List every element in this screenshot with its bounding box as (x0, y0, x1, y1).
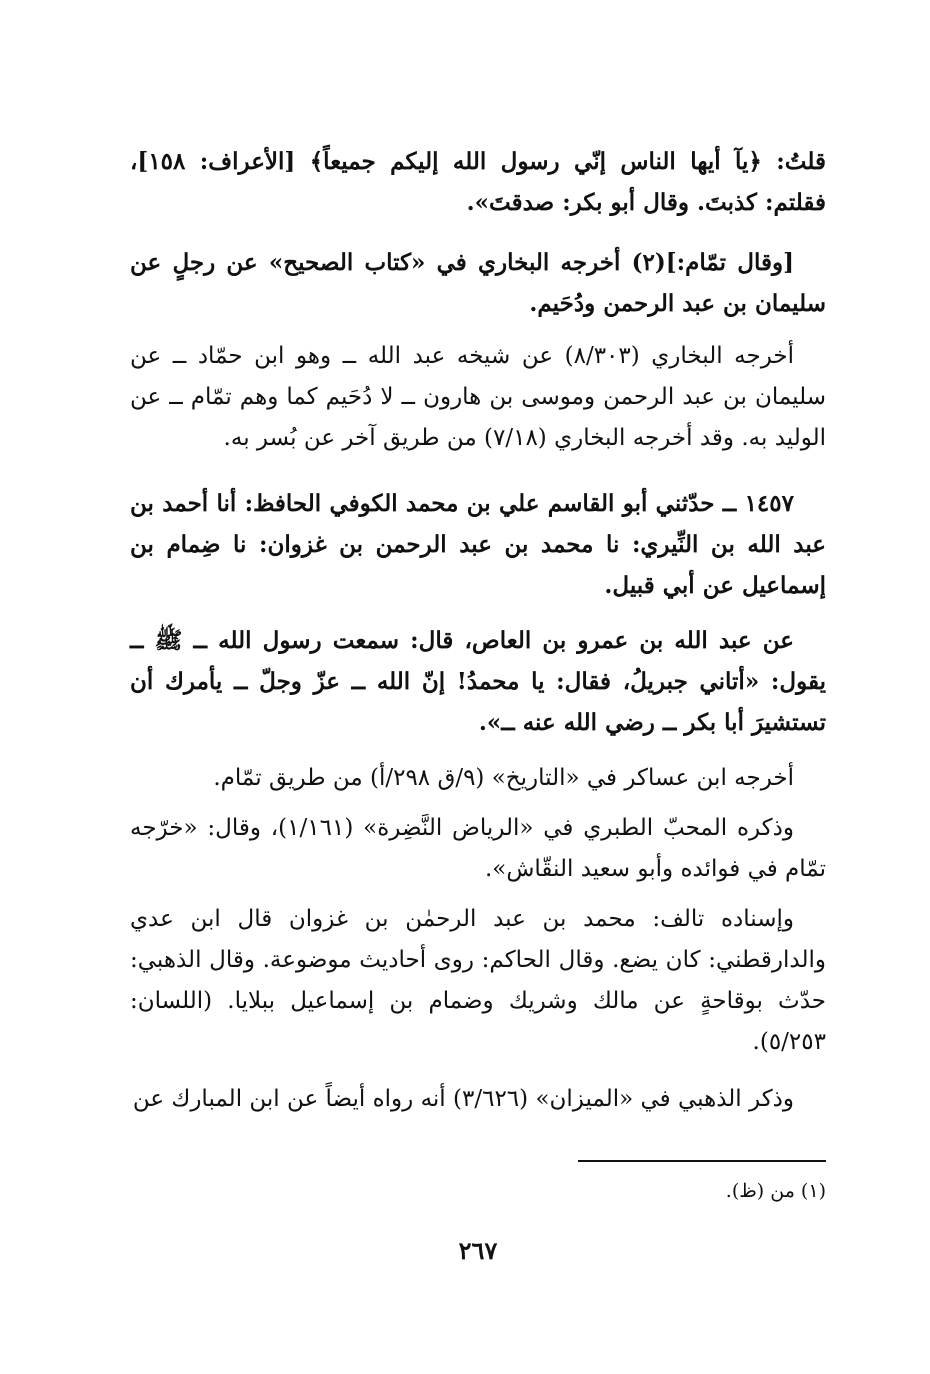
bukhari-takhrij-paragraph: أخرجه البخاري (٨/٣٠٣) عن شيخه عبد الله ــ وهو ابن حمّاد ــ عن سليمان بن عبد الرحمن وموسى بن هارون ــ لا دُحَيم كما وهم تمّام ــ عن الوليد به. وقد أخرجه البخاري (٧/١٨) من طريق آخر عن بُسر به. (130, 343, 826, 451)
hadith-text-continuation: قلتُ: ﴿يآ أيها الناس إنّي رسول الله إليكم جميعاً﴾ [الأعراف: ١٥٨]، فقلتم: كذبتَ. وقال أبو بكر: صدقتَ». (130, 148, 826, 216)
tammam-comment-paragraph: [وقال تمّام:](٢) أخرجه البخاري في «كتاب الصحيح» عن رجلٍ عن سليمان بن عبد الرحمن ودُحَيم. (130, 249, 826, 317)
footnote: (١) من (ظ). (725, 1180, 826, 1202)
isnad-grading-paragraph: وإسناده تالف: محمد بن عبد الرحمٰن بن غزوان قال ابن عدي والدارقطني: كان يضع. وقال الحاكم: روى أحاديث موضوعة. وقال الذهبي: حدّث بوقاحةٍ عن مالك وشريك وضمام بن إسماعيل ببلايا. (اللسان: ٥/٢٥٣). (130, 906, 826, 1055)
hadith-1457-matn: عن عبد الله بن عمرو بن العاص، قال: سمعت رسول الله ــ ﷺ ــ يقول: «أتاني جبريلُ، فقال: يا محمدُ! إنّ الله ــ عزّ وجلّ ــ يأمرك أن تستشيرَ أبا بكر ــ رضي الله عنه ــ». (130, 627, 826, 736)
hadith-1457-isnad: ١٤٥٧ ــ حدّثني أبو القاسم علي بن محمد الكوفي الحافظ: أنا أحمد بن عبد الله بن النِّيري: نا محمد بن عبد الرحمن بن غزوان: نا ضِمام بن إسماعيل عن أبي قبيل. (130, 490, 826, 599)
tabari-takhrij: وذكره المحبّ الطبري في «الرياض النَّضِرة» (١/١٦١)، وقال: «خرّجه تمّام في فوائده وأبو سعيد النقّاش». (130, 815, 826, 882)
dhahabi-mizan-paragraph: وذكر الذهبي في «الميزان» (٣/٦٢٦) أنه رواه أيضاً عن ابن المبارك عن (132, 1086, 794, 1112)
page-number: ٢٦٧ (458, 1236, 498, 1265)
book-page (130, 0, 826, 1374)
footnote-divider (578, 1160, 826, 1162)
ibn-asakir-takhrij: أخرجه ابن عساكر في «التاريخ» (٩/ق ٢٩٨/أ) من طريق تمّام. (213, 765, 794, 791)
